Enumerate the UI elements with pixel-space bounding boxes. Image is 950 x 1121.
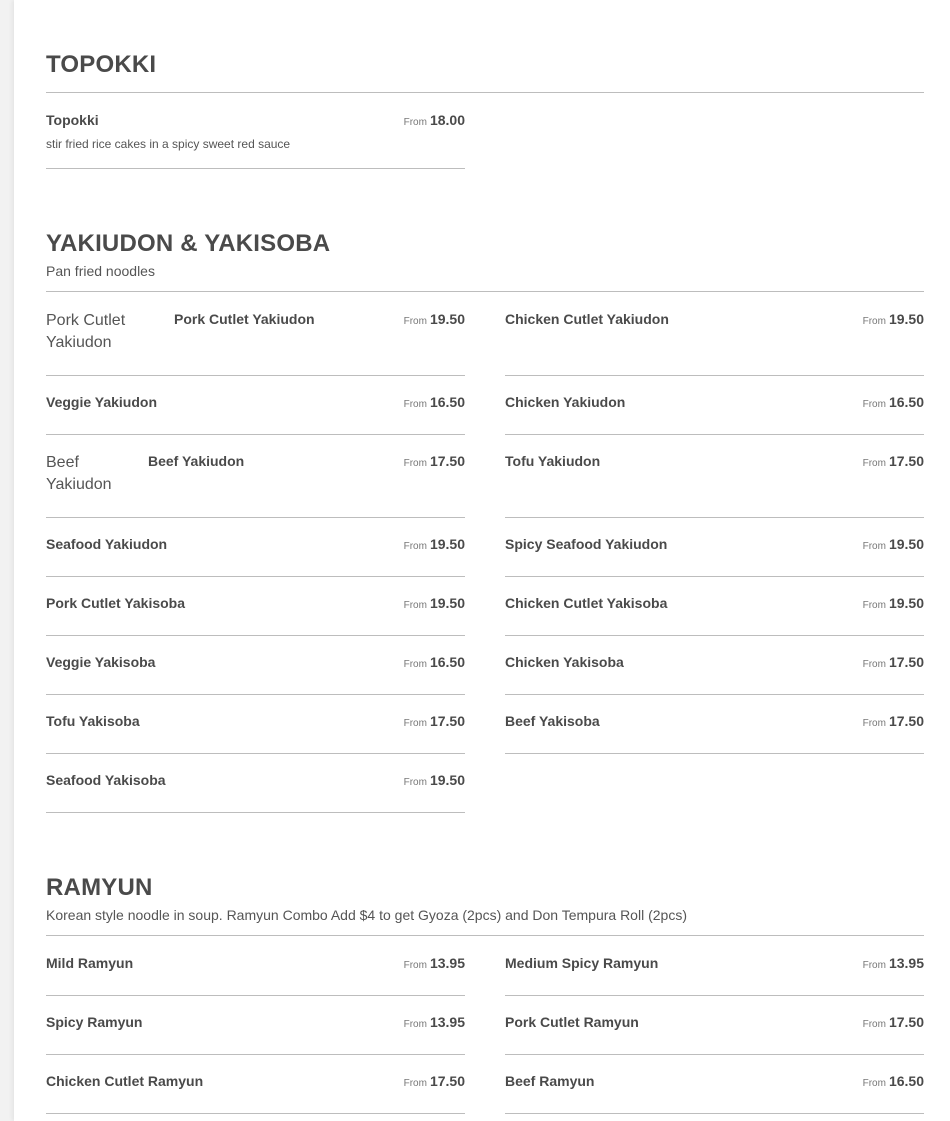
item-name: Beef Yakiudon xyxy=(148,453,245,469)
menu-item[interactable] xyxy=(505,954,924,996)
section-title: TOPOKKI xyxy=(46,51,157,78)
price-amount: 17.50 xyxy=(888,654,924,670)
item-price xyxy=(404,111,465,132)
price-prefix: From xyxy=(403,458,427,469)
price-amount: 19.50 xyxy=(888,311,924,327)
price-prefix: From xyxy=(862,1078,886,1089)
item-price xyxy=(863,1013,924,1034)
image-alt-text: Yakiudon xyxy=(46,334,112,351)
item-name: Chicken Yakisoba xyxy=(505,654,624,670)
section-description: Korean style noodle in soup. Ramyun Combo Add $4 to get Gyoza (2pcs) and Don Tempura Roll (2pcs) xyxy=(46,907,687,923)
item-name: Pork Cutlet Ramyun xyxy=(505,1014,639,1030)
menu-item[interactable] xyxy=(46,393,465,435)
item-price xyxy=(404,393,465,414)
price-prefix: From xyxy=(862,458,886,469)
menu-item[interactable] xyxy=(505,452,924,518)
price-prefix: From xyxy=(403,1078,427,1089)
price-amount: 17.50 xyxy=(888,1014,924,1030)
item-name: Pork Cutlet Yakisoba xyxy=(46,595,186,611)
price-prefix: From xyxy=(403,399,427,410)
item-price xyxy=(404,771,465,792)
item-name: Chicken Cutlet Yakiudon xyxy=(505,311,669,327)
price-prefix: From xyxy=(862,718,886,729)
menu-page xyxy=(14,0,950,1121)
item-price xyxy=(863,452,924,473)
price-amount: 19.50 xyxy=(429,536,465,552)
price-amount: 13.95 xyxy=(888,955,924,971)
item-name: Spicy Seafood Yakiudon xyxy=(505,536,668,552)
price-amount: 17.50 xyxy=(429,453,465,469)
image-alt-text: Pork Cutlet xyxy=(46,312,126,329)
item-price xyxy=(863,1072,924,1093)
section-divider xyxy=(46,935,924,936)
menu-item[interactable] xyxy=(46,452,465,518)
menu-item[interactable] xyxy=(46,1072,465,1114)
price-amount: 19.50 xyxy=(888,595,924,611)
item-price xyxy=(404,535,465,556)
price-amount: 16.50 xyxy=(888,394,924,410)
item-price xyxy=(863,954,924,975)
menu-item[interactable] xyxy=(46,594,465,636)
item-image[interactable] xyxy=(46,310,125,354)
item-price xyxy=(863,393,924,414)
item-name: Chicken Cutlet Ramyun xyxy=(46,1073,204,1089)
price-amount: 19.50 xyxy=(429,595,465,611)
item-name: Medium Spicy Ramyun xyxy=(505,955,659,971)
price-prefix: From xyxy=(862,1019,886,1030)
price-amount: 16.50 xyxy=(429,394,465,410)
menu-item[interactable] xyxy=(505,712,924,754)
menu-item[interactable] xyxy=(46,1013,465,1055)
price-amount: 19.50 xyxy=(429,311,465,327)
menu-item[interactable] xyxy=(505,1072,924,1114)
item-price xyxy=(863,712,924,733)
section-title: YAKIUDON & YAKISOBA xyxy=(46,230,331,257)
item-name: Seafood Yakisoba xyxy=(46,772,166,788)
price-prefix: From xyxy=(862,316,886,327)
item-name: Veggie Yakisoba xyxy=(46,654,156,670)
menu-item[interactable] xyxy=(505,653,924,695)
image-alt-text: Beef xyxy=(46,454,79,471)
item-price xyxy=(863,310,924,331)
item-image[interactable] xyxy=(46,452,112,496)
item-price xyxy=(404,452,465,473)
section-divider xyxy=(46,92,924,93)
price-prefix: From xyxy=(403,659,427,670)
section-description: Pan fried noodles xyxy=(46,263,155,279)
price-prefix: From xyxy=(403,718,427,729)
price-prefix: From xyxy=(862,960,886,971)
price-amount: 17.50 xyxy=(888,453,924,469)
menu-item[interactable] xyxy=(46,111,465,169)
item-price xyxy=(404,594,465,615)
menu-item[interactable] xyxy=(46,771,465,813)
item-name: Beef Ramyun xyxy=(505,1073,595,1089)
item-price xyxy=(404,1072,465,1093)
price-prefix: From xyxy=(862,541,886,552)
item-price xyxy=(863,535,924,556)
item-name: Topokki xyxy=(46,112,99,128)
item-name: Chicken Cutlet Yakisoba xyxy=(505,595,668,611)
item-price xyxy=(404,712,465,733)
price-prefix: From xyxy=(403,316,427,327)
item-description: stir fried rice cakes in a spicy sweet red sauce xyxy=(46,137,291,151)
item-name: Spicy Ramyun xyxy=(46,1014,143,1030)
item-name: Mild Ramyun xyxy=(46,955,134,971)
price-amount: 16.50 xyxy=(429,654,465,670)
item-price xyxy=(863,653,924,674)
price-prefix: From xyxy=(403,117,427,128)
menu-item[interactable] xyxy=(46,712,465,754)
price-amount: 17.50 xyxy=(429,713,465,729)
price-prefix: From xyxy=(403,541,427,552)
item-price xyxy=(404,310,465,331)
menu-item[interactable] xyxy=(46,535,465,577)
price-prefix: From xyxy=(862,600,886,611)
price-prefix: From xyxy=(403,600,427,611)
item-price xyxy=(404,653,465,674)
item-price xyxy=(404,1013,465,1034)
price-prefix: From xyxy=(862,399,886,410)
price-amount: 18.00 xyxy=(429,112,465,128)
item-price xyxy=(863,594,924,615)
price-prefix: From xyxy=(403,1019,427,1030)
price-amount: 19.50 xyxy=(429,772,465,788)
item-name: Tofu Yakisoba xyxy=(46,713,140,729)
price-prefix: From xyxy=(862,659,886,670)
price-amount: 13.95 xyxy=(429,955,465,971)
item-name: Seafood Yakiudon xyxy=(46,536,168,552)
menu-item[interactable] xyxy=(505,310,924,376)
price-prefix: From xyxy=(403,777,427,788)
price-amount: 19.50 xyxy=(888,536,924,552)
price-amount: 16.50 xyxy=(888,1073,924,1089)
section-divider xyxy=(46,291,924,292)
menu-item[interactable] xyxy=(46,653,465,695)
menu-item[interactable] xyxy=(505,393,924,435)
image-alt-text: Yakiudon xyxy=(46,476,112,493)
item-name: Chicken Yakiudon xyxy=(505,394,626,410)
menu-item[interactable] xyxy=(46,310,465,376)
price-amount: 17.50 xyxy=(429,1073,465,1089)
menu-item[interactable] xyxy=(505,1013,924,1055)
price-prefix: From xyxy=(403,960,427,971)
menu-item[interactable] xyxy=(505,535,924,577)
section-title: RAMYUN xyxy=(46,874,153,901)
menu-item[interactable] xyxy=(505,594,924,636)
price-amount: 17.50 xyxy=(888,713,924,729)
item-name: Pork Cutlet Yakiudon xyxy=(174,311,315,327)
item-name: Tofu Yakiudon xyxy=(505,453,601,469)
item-name: Veggie Yakiudon xyxy=(46,394,158,410)
item-name: Beef Yakisoba xyxy=(505,713,600,729)
item-price xyxy=(404,954,465,975)
menu-item[interactable] xyxy=(46,954,465,996)
price-amount: 13.95 xyxy=(429,1014,465,1030)
